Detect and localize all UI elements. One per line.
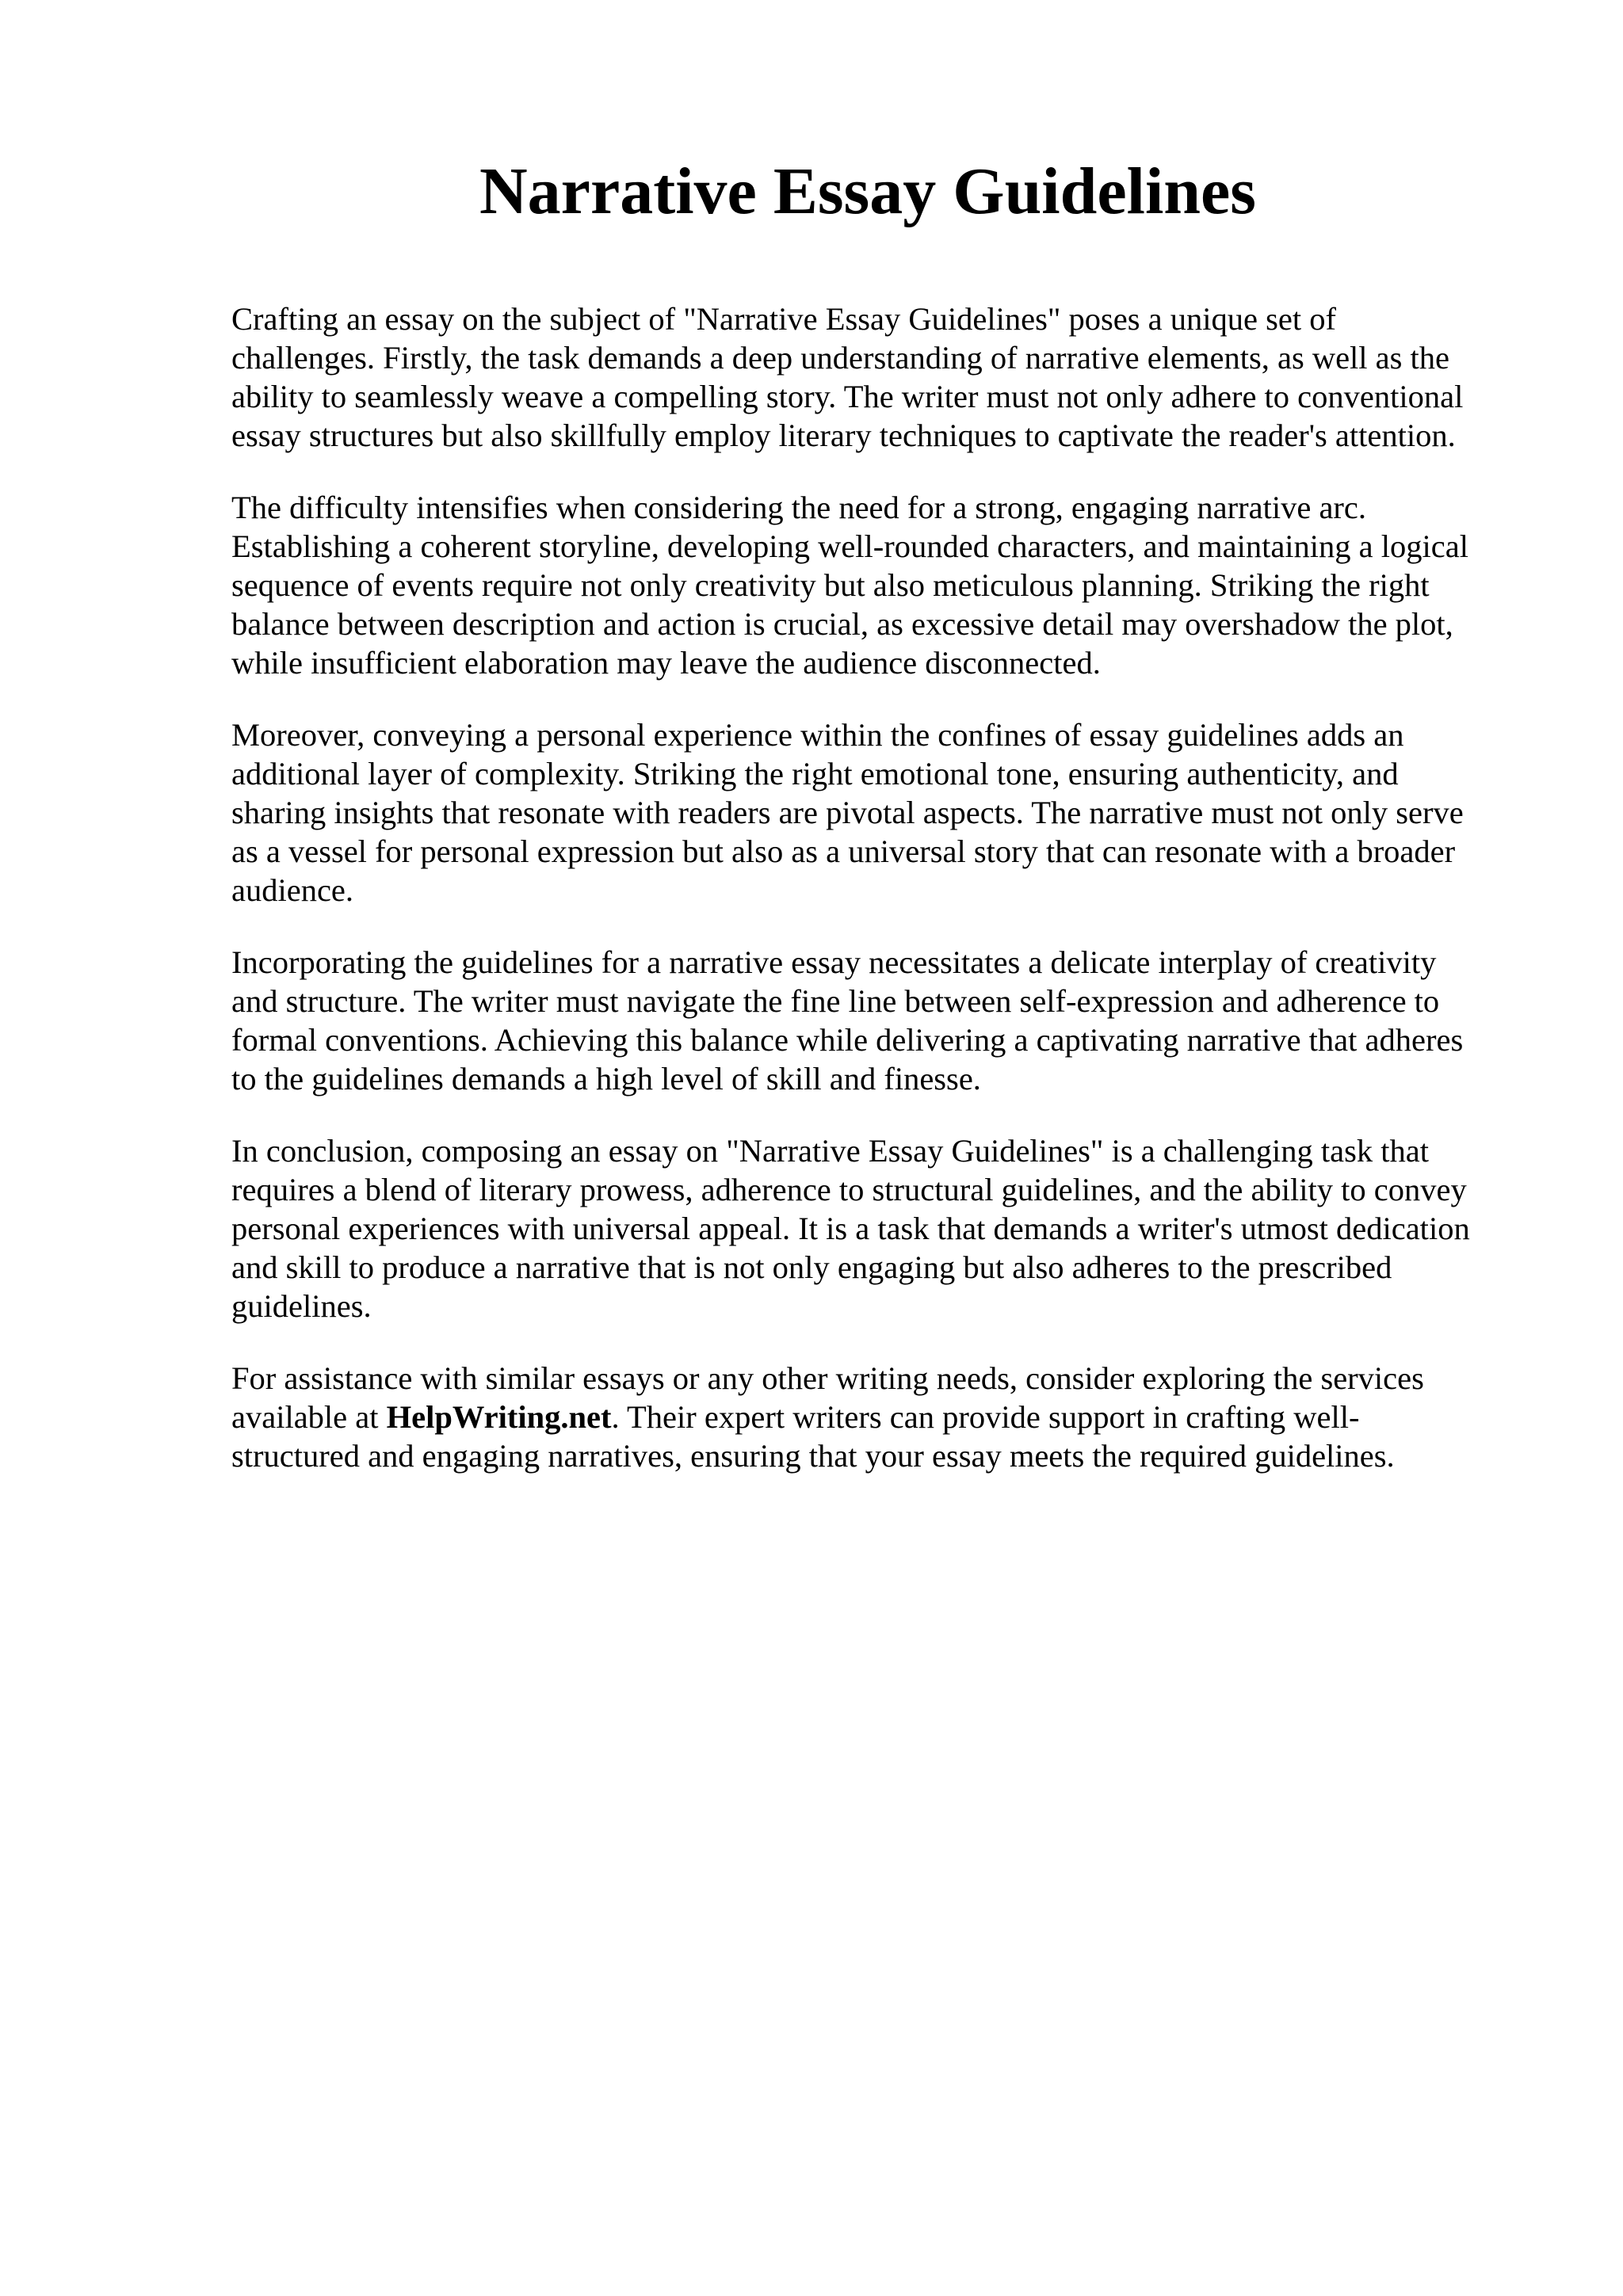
text-line: additional layer of complexity. Striking the right emotional tone, ensuring authenticity, and (231, 756, 1399, 791)
text-line: Crafting an essay on the subject of "Narrative Essay Guidelines" poses a unique set of (231, 301, 1336, 337)
text-line: and structure. The writer must navigate the fine line between self-expression and adherence to (231, 983, 1440, 1019)
brand-name: HelpWriting.net (386, 1399, 612, 1435)
document-title: Narrative Essay Guidelines (479, 154, 1256, 228)
paragraph-5 (231, 1131, 1515, 1325)
text-line: balance between description and action is crucial, as excessive detail may overshadow the plot, (231, 606, 1453, 642)
closing-suffix: . Their expert writers can provide support in crafting well- (611, 1399, 1360, 1435)
text-line: while insufficient elaboration may leave the audience disconnected. (231, 645, 1101, 681)
text-line: Establishing a coherent storyline, developing well-rounded characters, and maintaining a logical (231, 528, 1468, 564)
text-line: requires a blend of literary prowess, adherence to structural guidelines, and the ability to convey (231, 1172, 1467, 1207)
text-line (231, 1398, 1515, 1436)
text-line: essay structures but also skillfully employ literary techniques to captivate the reader's attention. (231, 418, 1456, 453)
closing-paragraph (231, 1359, 1515, 1475)
paragraph-4 (231, 943, 1515, 1098)
text-line: sharing insights that resonate with readers are pivotal aspects. The narrative must not only serve (231, 795, 1464, 830)
text-line: ability to seamlessly weave a compelling story. The writer must not only adhere to conventional (231, 379, 1464, 414)
text-line: For assistance with similar essays or any other writing needs, consider exploring the services (231, 1360, 1424, 1396)
text-line: formal conventions. Achieving this balance while delivering a captivating narrative that adheres (231, 1022, 1464, 1058)
paragraph-1 (231, 299, 1515, 455)
paragraph-3 (231, 715, 1515, 910)
text-line: The difficulty intensifies when considering the need for a strong, engaging narrative arc. (231, 490, 1367, 525)
text-line: and skill to produce a narrative that is not only engaging but also adheres to the prescribed (231, 1249, 1392, 1285)
text-line: challenges. Firstly, the task demands a deep understanding of narrative elements, as well as the (231, 340, 1450, 376)
text-line: structured and engaging narratives, ensuring that your essay meets the required guidelines. (231, 1438, 1395, 1474)
text-line: as a vessel for personal expression but also as a universal story that can resonate with a broader (231, 833, 1456, 869)
text-line: guidelines. (231, 1288, 372, 1324)
document-body (231, 299, 1515, 1508)
text-line: to the guidelines demands a high level of skill and finesse. (231, 1061, 981, 1097)
text-line: Incorporating the guidelines for a narrative essay necessitates a delicate interplay of creativity (231, 944, 1437, 980)
closing-prefix: available at (231, 1399, 387, 1435)
text-line: sequence of events require not only creativity but also meticulous planning. Striking the right (231, 567, 1430, 603)
text-line: personal experiences with universal appeal. It is a task that demands a writer's utmost dedication (231, 1211, 1470, 1246)
paragraph-2 (231, 488, 1515, 682)
text-line: Moreover, conveying a personal experience within the confines of essay guidelines adds an (231, 717, 1404, 753)
text-line: audience. (231, 872, 354, 908)
text-line: In conclusion, composing an essay on "Narrative Essay Guidelines" is a challenging task that (231, 1133, 1429, 1169)
